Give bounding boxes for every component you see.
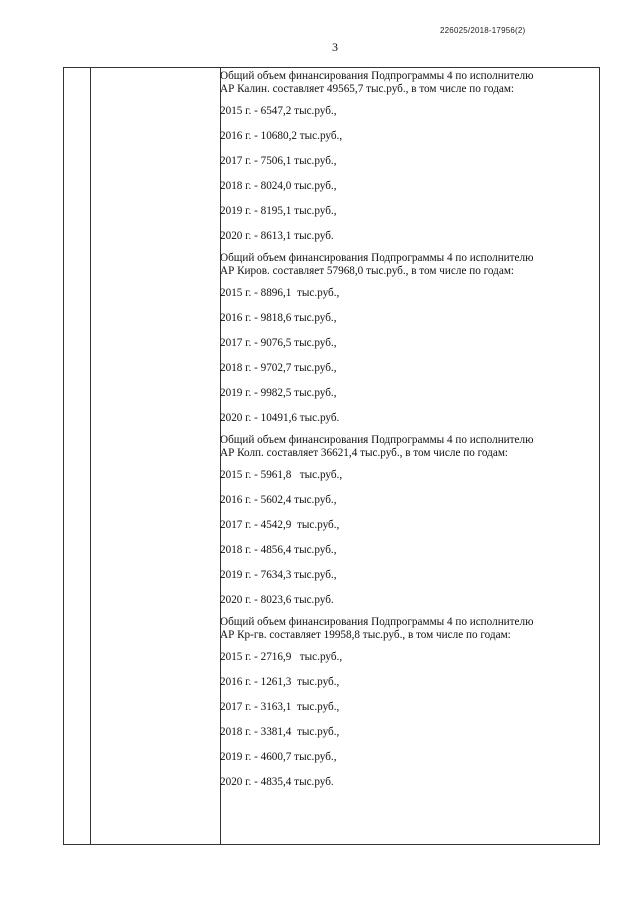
document-id: 226025/2018-17956(2) (440, 26, 526, 35)
year-line: 2015 г. - 6547,2 тыс.руб., (220, 105, 337, 117)
financing-block-kirov (220, 252, 595, 425)
year-line: 2015 г. - 8896,1 тыс.руб., (220, 287, 340, 299)
year-line: 2016 г. - 9818,6 тыс.руб., (220, 312, 337, 324)
year-line: 2017 г. - 4542,9 тыс.руб., (220, 519, 340, 531)
page-number: 3 (332, 40, 338, 54)
year-line: 2018 г. - 3381,4 тыс.руб., (220, 726, 340, 738)
financing-content (220, 70, 595, 798)
intro-line: Общий объем финансирования Подпрограммы 4 по исполнителю (220, 616, 534, 628)
intro-line: Общий объем финансирования Подпрограммы 4 по исполнителю (220, 252, 534, 264)
year-line: 2018 г. - 8024,0 тыс.руб., (220, 180, 337, 192)
block-intro (220, 252, 595, 278)
financing-block-krgv (220, 616, 595, 789)
year-line: 2018 г. - 9702,7 тыс.руб., (220, 362, 337, 374)
year-line: 2017 г. - 3163,1 тыс.руб., (220, 701, 340, 713)
intro-line: АР Калин. составляет 49565,7 тыс.руб., в том числе по годам: (220, 83, 515, 95)
year-line: 2020 г. - 8613,1 тыс.руб. (220, 230, 334, 242)
block-intro (220, 616, 595, 642)
year-line: 2018 г. - 4856,4 тыс.руб., (220, 544, 337, 556)
year-line: 2019 г. - 7634,3 тыс.руб., (220, 569, 337, 581)
intro-line: АР Колп. составляет 36621,4 тыс.руб., в том числе по годам: (220, 447, 509, 459)
year-line: 2017 г. - 7506,1 тыс.руб., (220, 155, 337, 167)
year-line: 2016 г. - 10680,2 тыс.руб., (220, 130, 343, 142)
intro-line: Общий объем финансирования Подпрограммы 4 по исполнителю (220, 434, 534, 446)
year-line: 2020 г. - 4835,4 тыс.руб. (220, 776, 334, 788)
year-line: 2019 г. - 8195,1 тыс.руб., (220, 205, 337, 217)
year-line: 2015 г. - 5961,8 тыс.руб., (220, 469, 343, 481)
year-line: 2020 г. - 8023,6 тыс.руб. (220, 594, 334, 606)
year-line: 2019 г. - 4600,7 тыс.руб., (220, 751, 337, 763)
year-line: 2016 г. - 1261,3 тыс.руб., (220, 676, 340, 688)
financing-block-kalin (220, 70, 595, 243)
year-line: 2017 г. - 9076,5 тыс.руб., (220, 337, 337, 349)
financing-block-kolp (220, 434, 595, 607)
intro-line: Общий объем финансирования Подпрограммы 4 по исполнителю (220, 70, 534, 82)
year-line: 2020 г. - 10491,6 тыс.руб. (220, 412, 340, 424)
intro-line: АР Киров. составляет 57968,0 тыс.руб., в том числе по годам: (220, 265, 515, 277)
column-divider-1 (90, 68, 91, 844)
year-line: 2016 г. - 5602,4 тыс.руб., (220, 494, 337, 506)
block-intro (220, 434, 595, 460)
block-intro (220, 70, 595, 96)
year-line: 2015 г. - 2716,9 тыс.руб., (220, 651, 343, 663)
intro-line: АР Кр-гв. составляет 19958,8 тыс.руб., в том числе по годам: (220, 629, 511, 641)
year-line: 2019 г. - 9982,5 тыс.руб., (220, 387, 337, 399)
